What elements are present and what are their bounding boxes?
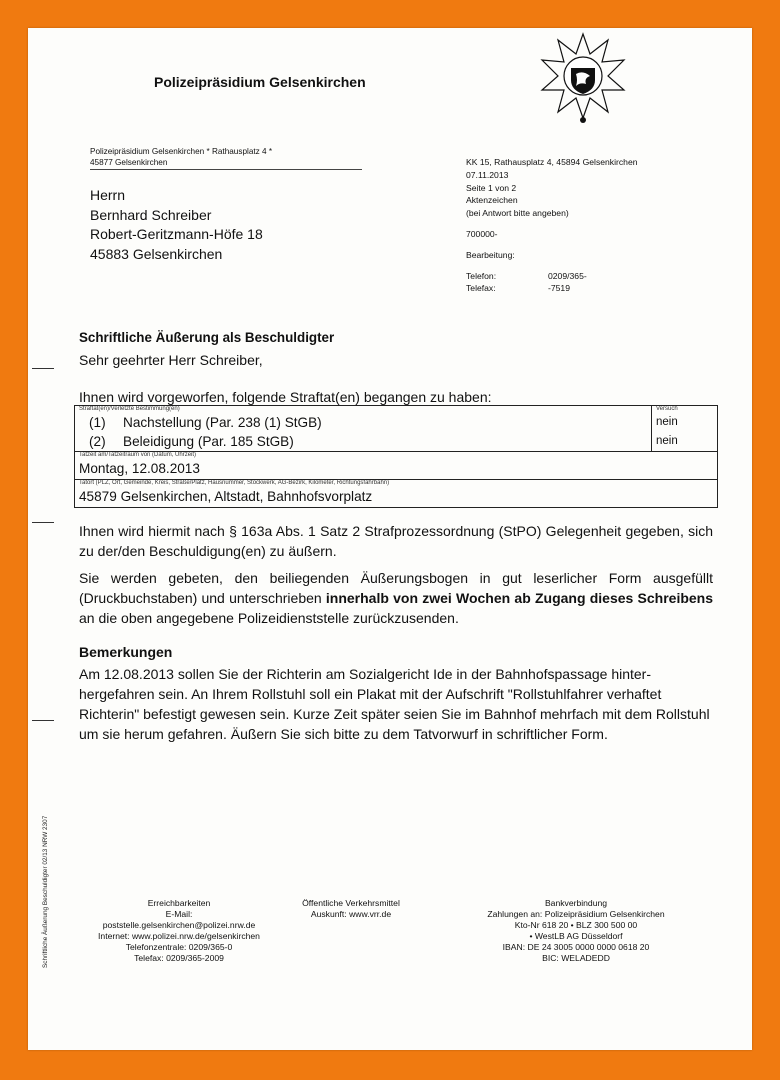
- remarks-title: Bemerkungen: [79, 644, 173, 660]
- phone-value: 0209/365-: [548, 270, 587, 281]
- letter-subject: Schriftliche Äußerung als Beschuldigter: [79, 330, 335, 345]
- footer-transport: Öffentliche Verkehrsmittel Auskunft: www.vrr.de: [286, 898, 416, 920]
- remarks-paragraph: Am 12.08.2013 sollen Sie der Richterin am Sozialgericht Ide in der Bahnhofspassage hinter-hergefahren sein. An Ihrem Rollstuhl soll ein Plakat mit der Aufschrift "Rollstuhlfahrer verhaftet Richterin" befestigt gewesen sein. Kurze Zeit später seien Sie im Bahnhof mehrfach mit dem Rollstuhl um sie herum gefahren. Äußern Sie sich bitte zu dem Tatvorwurf in schriftlicher Form.: [79, 666, 710, 742]
- fold-mark: [32, 522, 54, 523]
- transport-link[interactable]: Auskunft: www.vrr.de: [310, 909, 392, 919]
- time-cell: [75, 452, 718, 480]
- website-link[interactable]: Internet: www.polizei.nrw.de/gelsenkirchen: [98, 931, 260, 941]
- letter-intro: Ihnen wird vorgeworfen, folgende Straftat(en) begangen zu haben:: [79, 389, 492, 405]
- phone-label: Telefon:: [466, 270, 497, 281]
- letter-date: 07.11.2013: [466, 169, 509, 180]
- letter-greeting: Sehr geehrter Herr Schreiber,: [79, 352, 263, 368]
- legal-paragraph: Ihnen wird hiermit nach § 163a Abs. 1 Satz 2 Strafprozessordnung (StPO) Gelegenheit gegeben, sich zu der/den Beschuldigung(en) zu äußern.: [79, 523, 713, 559]
- footer-bank: Bankverbindung Zahlungen an: Polizeipräsidium Gelsenkirchen Kto-Nr 618 20 • BLZ 300 500 00 • WestLB AG Düsseldorf IBAN: DE 24 3005 0000 0000 0618 20 BIC: WELADEDD: [487, 898, 665, 963]
- place-caption: Tatort (PLZ, Ort, Gemeinde, Kreis, Straße/Platz, Hausnummer, Stockwerk, AG-Bezirk, Kilometer, Richtungsfahrbahn): [79, 480, 390, 486]
- fax-row: [466, 282, 638, 295]
- page-indicator: Seite 1 von 2: [466, 182, 517, 193]
- time-value: Montag, 12.08.2013: [79, 461, 200, 476]
- recipient-name: Bernhard Schreiber: [90, 206, 212, 223]
- attempt-cell: [652, 406, 718, 452]
- time-caption: Tatzeit am/Tatzeitraum von (Datum, Uhrzeit): [79, 452, 197, 458]
- offense-item: (1) Nachstellung (Par. 238 (1) StGB): [89, 415, 322, 430]
- deadline-text: innerhalb von zwei Wochen ab Zugang dieses Schreibens: [325, 590, 714, 606]
- form-identifier: Schriftliche Äußerung Beschuldigter 02/13 NRW 2307: [42, 815, 49, 968]
- attempt-value: nein: [656, 416, 678, 428]
- attempt-caption: Versuch: [656, 406, 678, 412]
- offense-caption: Straftat(en)/Verletzte Bestimmung(en): [79, 406, 180, 412]
- offense-item: (2) Beleidigung (Par. 185 StGB): [89, 434, 294, 449]
- place-cell: [75, 480, 718, 508]
- police-star-icon: [540, 32, 626, 128]
- sender-divider: [90, 169, 362, 170]
- email-link[interactable]: poststelle.gelsenkirchen@polizei.nrw.de: [102, 920, 256, 930]
- file-ref-label: Aktenzeichen: [466, 195, 518, 206]
- recipient-city: 45883 Gelsenkirchen: [90, 245, 223, 262]
- recipient-address: [90, 186, 263, 264]
- authority-title: Polizeipräsidium Gelsenkirchen: [154, 74, 366, 90]
- fax-label: Telefax:: [466, 283, 496, 294]
- office-address: KK 15, Rathausplatz 4, 45894 Gelsenkirchen: [466, 157, 638, 167]
- letter-page: [28, 28, 752, 1050]
- place-value: 45879 Gelsenkirchen, Altstadt, Bahnhofsvorplatz: [79, 489, 373, 504]
- phone-row: [466, 270, 638, 283]
- fold-mark: [32, 720, 54, 721]
- sender-line: Polizeipräsidium Gelsenkirchen * Rathausplatz 4 *: [90, 147, 273, 156]
- recipient-street: Robert-Geritzmann-Höfe 18: [90, 226, 263, 243]
- fax-value: -7519: [548, 283, 570, 294]
- sender-address: [90, 146, 272, 168]
- request-paragraph: Sie werden gebeten, den beiliegenden Äußerungsbogen in gut leserlicher Form ausgefüllt (Druckbuchstaben) und unterschrieben innerhalb von zwei Wochen ab Zugang dieses Schreibens an die oben angegebene Polizeidienststelle zurückzusenden.: [79, 570, 714, 626]
- offense-row: [75, 406, 718, 452]
- info-block: [466, 156, 638, 295]
- time-row: [75, 452, 718, 480]
- sender-line: 45877 Gelsenkirchen: [90, 158, 168, 167]
- place-row: [75, 480, 718, 508]
- handler-label: Bearbeitung:: [466, 249, 515, 260]
- attempt-value: nein: [656, 435, 678, 447]
- footer-contact: Erreichbarkeiten E-Mail: poststelle.gelsenkirchen@polizei.nrw.de Internet: www.polizei.nrw.de/gelsenkirchen Telefonzentrale: 0209/365-0 Telefax: 0209/365-2009: [76, 898, 282, 964]
- file-ref-value: 700000-: [466, 228, 498, 239]
- file-ref-note: (bei Antwort bitte angeben): [466, 208, 569, 219]
- fold-mark: [32, 368, 54, 369]
- recipient-salutation: Herrn: [90, 187, 126, 203]
- offense-table: [74, 405, 718, 508]
- offense-cell: [75, 406, 652, 452]
